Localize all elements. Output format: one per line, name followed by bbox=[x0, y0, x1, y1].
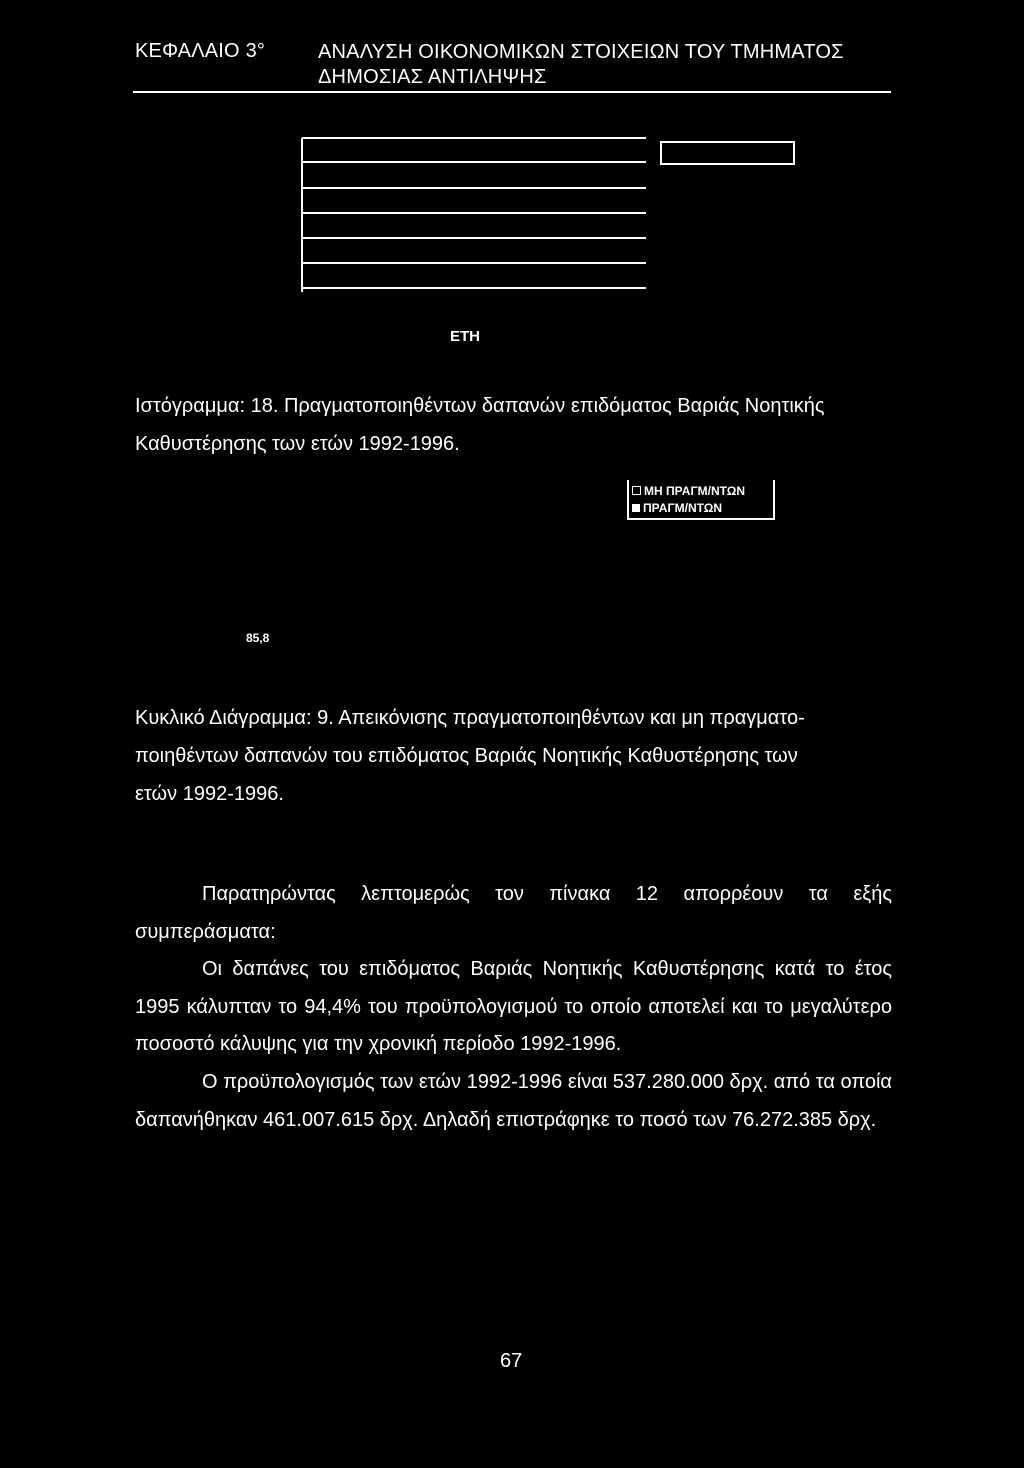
pie-caption-line1: Κυκλικό Διάγραμμα: 9. Απεικόνισης πραγματοποιηθέντων και μη πραγματο- bbox=[135, 707, 805, 729]
chapter-title bbox=[318, 40, 844, 90]
legend-entry-unrealized bbox=[632, 482, 773, 499]
legend-entry-realized bbox=[632, 499, 773, 516]
bar-chart-legend-box bbox=[661, 142, 794, 164]
histogram-caption-line2: Καθυστέρησης των ετών 1992-1996. bbox=[135, 433, 460, 455]
paragraph-1995-coverage: Οι δαπάνες του επιδόματος Βαριάς Νοητικής Καθυστέρησης κατά το έτος 1995 κάλυπταν το 94,4% του προϋπολογισμού το οποίο αποτελεί και το μεγαλύτερο ποσοστό κάλυψης για την χρονική περίοδο 1992-1996. bbox=[135, 958, 892, 1055]
filled-square-icon bbox=[632, 504, 640, 512]
histogram-caption-line1: Ιστόγραμμα: 18. Πραγματοποιηθέντων δαπανών επιδόματος Βαριάς Νοητικής bbox=[135, 395, 825, 417]
pie-chart-legend bbox=[627, 480, 775, 520]
pie-caption bbox=[135, 699, 895, 813]
legend-label: ΜΗ ΠΡΑΓΜ/ΝΤΩΝ bbox=[644, 483, 746, 498]
bar-chart-frame bbox=[0, 120, 1024, 320]
pie-caption-line3: ετών 1992-1996. bbox=[135, 783, 284, 805]
hollow-square-icon bbox=[632, 486, 641, 495]
legend-label: ΠΡΑΓΜ/ΝΤΩΝ bbox=[643, 500, 723, 515]
page-number: 67 bbox=[500, 1350, 523, 1372]
histogram-caption bbox=[135, 387, 895, 463]
chapter-title-line1: ΑΝΑΛΥΣΗ ΟΙΚΟΝΟΜΙΚΩΝ ΣΤΟΙΧΕΙΩΝ ΤΟΥ ΤΜΗΜΑΤΟΣ bbox=[318, 41, 844, 63]
paragraph-budget: Ο προϋπολογισμός των ετών 1992-1996 είναι 537.280.000 δρχ. από τα οποία δαπανήθηκαν 461.007.615 δρχ. Δηλαδή επιστράφηκε το ποσό των 76.272.385 δρχ. bbox=[135, 1071, 892, 1131]
x-axis-label: ΕΤΗ bbox=[450, 328, 480, 345]
chapter-title-line2: ΔΗΜΟΣΙΑΣ ΑΝΤΙΛΗΨΗΣ bbox=[318, 66, 547, 88]
pie-value-label: 85,8 bbox=[246, 631, 270, 645]
header-divider bbox=[133, 91, 891, 93]
pie-caption-line2: ποιηθέντων δαπανών του επιδόματος Βαριάς Νοητικής Καθυστέρησης των bbox=[135, 745, 798, 767]
paragraph-observations: Παρατηρώντας λεπτομερώς τον πίνακα 12 απορρέουν τα εξής συμπεράσματα: bbox=[135, 883, 892, 943]
chapter-label: ΚΕΦΑΛΑΙΟ 3° bbox=[135, 40, 266, 62]
